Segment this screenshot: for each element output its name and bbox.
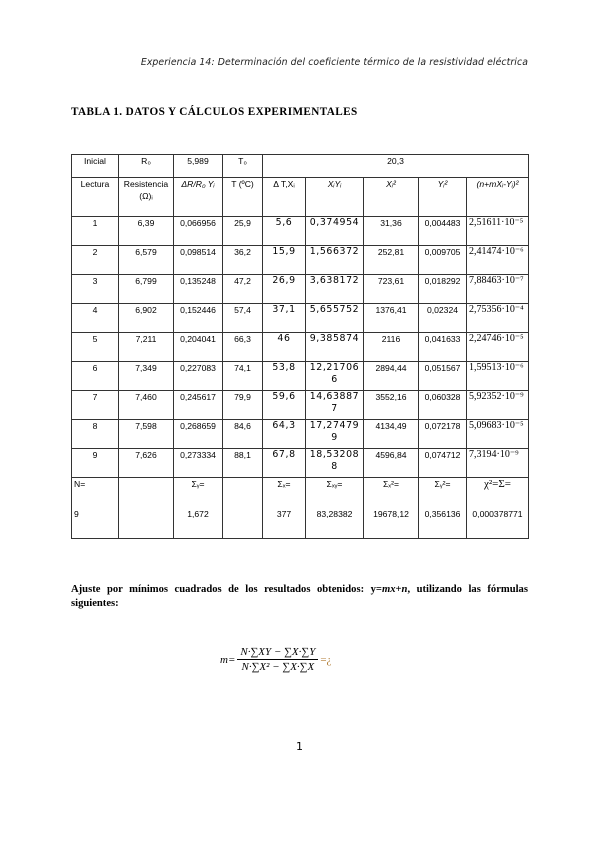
data-table <box>71 154 529 539</box>
table-row <box>72 449 529 478</box>
cell-residual: 2,41474·10⁻⁶ <box>467 246 529 275</box>
cell-lectura: 1 <box>72 217 119 246</box>
sum-y-cell <box>174 478 223 539</box>
table-row <box>72 362 529 391</box>
sum-y2-cell <box>419 478 467 539</box>
table-row <box>72 333 529 362</box>
cell-delta-t: 46 <box>263 333 306 362</box>
sum-x-value: 377 <box>276 509 292 519</box>
cell-delta-r: 0,152446 <box>174 304 223 333</box>
cell-delta-t: 15,9 <box>263 246 306 275</box>
least-squares-paragraph <box>71 583 528 611</box>
cell-delta-r: 0,245617 <box>174 391 223 420</box>
cell-resistencia: 6,39 <box>119 217 174 246</box>
cell-y2: 0,004483 <box>419 217 467 246</box>
initial-row <box>72 155 529 178</box>
cell-lectura: 5 <box>72 333 119 362</box>
cell-x2: 31,36 <box>364 217 419 246</box>
sum-y2-label: Σᵧ²= <box>434 479 451 489</box>
cell-xy: 14,638877 <box>306 391 364 420</box>
table-row <box>72 391 529 420</box>
table-row <box>72 304 529 333</box>
cell-lectura: 4 <box>72 304 119 333</box>
cell-resistencia: 7,349 <box>119 362 174 391</box>
cell-lectura: 8 <box>72 420 119 449</box>
col-header-xy: XᵢYᵢ <box>306 178 364 217</box>
cell-temperature: 79,9 <box>223 391 263 420</box>
cell-xy: 0,374954 <box>306 217 364 246</box>
t0-label: T₀ <box>223 155 263 178</box>
cell-residual: 5,09683·10⁻⁵ <box>467 420 529 449</box>
col-header-resistencia: Resistencia (Ω)ᵢ <box>119 178 174 217</box>
table-row <box>72 217 529 246</box>
cell-y2: 0,041633 <box>419 333 467 362</box>
cell-delta-r: 0,227083 <box>174 362 223 391</box>
adjust-text-post: , utilizando las fórmulas siguientes: <box>71 584 528 609</box>
cell-y2: 0,051567 <box>419 362 467 391</box>
cell-temperature: 88,1 <box>223 449 263 478</box>
sum-n-cell <box>72 478 119 539</box>
page-number: 1 <box>296 740 303 753</box>
cell-resistencia: 7,598 <box>119 420 174 449</box>
col-header-lectura: Lectura <box>72 178 119 217</box>
cell-x2: 1376,41 <box>364 304 419 333</box>
cell-xy: 9,385874 <box>306 333 364 362</box>
column-header-row <box>72 178 529 217</box>
formula-numerator: N·∑XY − ∑X·∑Y <box>237 646 318 660</box>
cell-residual: 7,88463·10⁻⁷ <box>467 275 529 304</box>
sum-xy-label: Σₓᵧ= <box>326 479 343 489</box>
cell-xy: 3,638172 <box>306 275 364 304</box>
cell-delta-t: 67,8 <box>263 449 306 478</box>
sum-n-value: 9 <box>74 509 79 519</box>
cell-delta-r: 0,204041 <box>174 333 223 362</box>
sum-row <box>72 478 529 539</box>
table-row <box>72 246 529 275</box>
adjust-mx: mx <box>381 584 396 595</box>
cell-residual: 7,3194·10⁻⁹ <box>467 449 529 478</box>
cell-residual: 1,59513·10⁻⁶ <box>467 362 529 391</box>
cell-temperature: 47,2 <box>223 275 263 304</box>
t0-value: 20,3 <box>263 155 529 178</box>
r0-value: 5,989 <box>174 155 223 178</box>
table-title: TABLA 1. DATOS Y CÁLCULOS EXPERIMENTALES <box>71 106 358 118</box>
sum-x2-label: Σₓ²= <box>382 479 399 489</box>
table-row <box>72 420 529 449</box>
cell-y2: 0,02324 <box>419 304 467 333</box>
formula-denominator: N·∑X² − ∑X·∑X <box>241 661 315 673</box>
adjust-plus: + <box>395 584 402 595</box>
cell-xy: 5,655752 <box>306 304 364 333</box>
sum-xy-value: 83,28382 <box>316 509 353 519</box>
cell-delta-t: 64,3 <box>263 420 306 449</box>
cell-temperature: 66,3 <box>223 333 263 362</box>
sum-x-cell <box>263 478 306 539</box>
cell-xy: 17,274799 <box>306 420 364 449</box>
sum-chi-label: χ²=Σ= <box>484 478 511 490</box>
cell-temperature: 25,9 <box>223 217 263 246</box>
cell-delta-r: 0,268659 <box>174 420 223 449</box>
cell-lectura: 9 <box>72 449 119 478</box>
data-rows <box>72 217 529 478</box>
cell-resistencia: 7,460 <box>119 391 174 420</box>
col-header-temperature: T (ºC) <box>223 178 263 217</box>
sum-empty-cell <box>119 478 174 539</box>
cell-x2: 723,61 <box>364 275 419 304</box>
sum-y-label: Σᵧ= <box>191 479 205 489</box>
cell-lectura: 6 <box>72 362 119 391</box>
sum-n-label: N= <box>74 479 86 489</box>
page-header: Experiencia 14: Determinación del coeficiente térmico de la resistividad eléctrica <box>140 57 528 68</box>
cell-residual: 2,51611·10⁻⁵ <box>467 217 529 246</box>
cell-resistencia: 7,626 <box>119 449 174 478</box>
cell-resistencia: 7,211 <box>119 333 174 362</box>
cell-residual: 5,92352·10⁻⁹ <box>467 391 529 420</box>
cell-y2: 0,074712 <box>419 449 467 478</box>
initial-label: Inicial <box>72 155 119 178</box>
adjust-n: n <box>401 584 408 595</box>
cell-delta-t: 5,6 <box>263 217 306 246</box>
cell-delta-r: 0,066956 <box>174 217 223 246</box>
r0-label: R₀ <box>119 155 174 178</box>
cell-y2: 0,009705 <box>419 246 467 275</box>
cell-xy: 12,217066 <box>306 362 364 391</box>
cell-xy: 1,566372 <box>306 246 364 275</box>
sum-x2-value: 19678,12 <box>373 509 409 519</box>
cell-x2: 4134,49 <box>364 420 419 449</box>
sum-x2-cell <box>364 478 419 539</box>
cell-residual: 2,75356·10⁻⁴ <box>467 304 529 333</box>
adjust-text-pre: Ajuste por mínimos cuadrados de los resultados obtenidos: y= <box>71 584 382 595</box>
col-header-x2: Xᵢ² <box>364 178 419 217</box>
sum-chi-cell <box>467 478 529 539</box>
cell-lectura: 7 <box>72 391 119 420</box>
cell-resistencia: 6,579 <box>119 246 174 275</box>
sum-empty-cell <box>223 478 263 539</box>
sum-x-label: Σₓ= <box>277 479 291 489</box>
sum-y-value: 1,672 <box>187 509 209 519</box>
cell-x2: 3552,16 <box>364 391 419 420</box>
formula-rhs: =¿ <box>320 653 332 666</box>
cell-xy: 18,532088 <box>306 449 364 478</box>
slope-formula <box>220 646 331 673</box>
cell-x2: 4596,84 <box>364 449 419 478</box>
cell-resistencia: 6,799 <box>119 275 174 304</box>
sum-chi-value: 0,000378771 <box>472 509 523 519</box>
sum-xy-cell <box>306 478 364 539</box>
cell-temperature: 84,6 <box>223 420 263 449</box>
formula-fraction <box>237 646 318 673</box>
cell-delta-r: 0,098514 <box>174 246 223 275</box>
cell-delta-t: 59,6 <box>263 391 306 420</box>
cell-delta-t: 26,9 <box>263 275 306 304</box>
cell-y2: 0,060328 <box>419 391 467 420</box>
cell-residual: 2,24746·10⁻⁵ <box>467 333 529 362</box>
col-header-y2: Yᵢ² <box>419 178 467 217</box>
cell-lectura: 2 <box>72 246 119 275</box>
col-header-delta-r: ΔR/R₀ Yᵢ <box>174 178 223 217</box>
cell-delta-r: 0,273334 <box>174 449 223 478</box>
cell-delta-t: 53,8 <box>263 362 306 391</box>
cell-y2: 0,018292 <box>419 275 467 304</box>
cell-temperature: 74,1 <box>223 362 263 391</box>
sum-y2-value: 0,356136 <box>424 509 461 519</box>
cell-resistencia: 6,902 <box>119 304 174 333</box>
cell-delta-r: 0,135248 <box>174 275 223 304</box>
col-header-delta-t: Δ T,Xᵢ <box>263 178 306 217</box>
formula-lhs: m= <box>220 653 236 666</box>
cell-x2: 2116 <box>364 333 419 362</box>
cell-x2: 252,81 <box>364 246 419 275</box>
cell-y2: 0,072178 <box>419 420 467 449</box>
cell-delta-t: 37,1 <box>263 304 306 333</box>
cell-temperature: 57,4 <box>223 304 263 333</box>
col-header-residual: (n+mXᵢ-Yᵢ)² <box>467 178 529 217</box>
cell-x2: 2894,44 <box>364 362 419 391</box>
table-row <box>72 275 529 304</box>
cell-lectura: 3 <box>72 275 119 304</box>
cell-temperature: 36,2 <box>223 246 263 275</box>
